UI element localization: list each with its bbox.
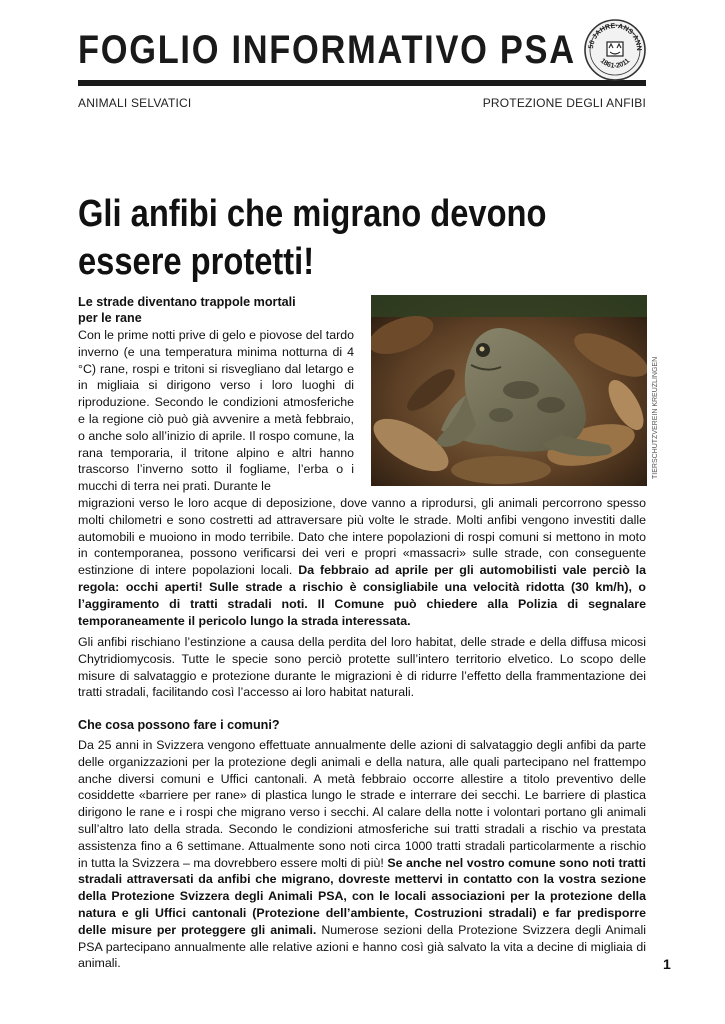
anniversary-seal [583, 18, 647, 82]
title-line-1: Gli anfibi che migrano devono [78, 193, 547, 235]
frog-photo [371, 295, 647, 486]
section1-heading [78, 294, 363, 326]
title-line-2: essere protetti! [78, 241, 315, 283]
section1-paragraph-b [78, 495, 646, 629]
masthead-rule [78, 80, 646, 86]
section2-text-b: Numerose sezioni della Protezione Svizzera degli Animali PSA partecipano annualmente alle relative azioni e hanno così già salvato la vita a decine di migliaia di animali. [78, 922, 646, 971]
section1-paragraph-a: Con le prime notti prive di gelo e piovose del tardo inverno (e una temperatura minima notturna di 4 °C) rane, rospi e tritoni si risvegliano dal letargo e in migliaia si dirigono verso i loro luoghi di riproduzione. Secondo le condizioni atmosferiche e la regione ciò può già avvenire a metà febbraio, o anche solo all’inizio di aprile. Il rospo comune, la rana temporaria, il tritone alpino e altri hanno trascorso l’inverno sotto il fogliame, l’erba o i mucchi di terra nei prati. Durante le [78, 328, 354, 494]
cat-emblem-icon [607, 42, 623, 56]
section2-paragraph [78, 737, 646, 972]
seal-text-bottom: 1861-2011 [598, 57, 632, 70]
masthead-title: FOGLIO INFORMATIVO PSA [78, 28, 576, 72]
section1-text-b: migrazioni verso le loro acque di deposizione, dove vanno a riprodursi, gli animali percorrono spesso molti chilometri e sono costretti ad attraversare più volte le strade. Molti anfibi vengono investiti dalle automobili e muoiono in modo terribile. Dato che intere popolazioni di rospi comuni si mettono in moto in contemporanea, possono verificarsi dei veri e propri «massacri» sulle strade, con conseguente estinzione di intere popolazioni locali. [78, 496, 646, 578]
section1-heading-line-1: Le strade diventano trappole mortali [78, 295, 296, 309]
section2-bold-notice: Se anche nel vostro comune sono noti tratti stradali attraversati da anfibi che migrano, dovreste mettervi in contatto con la vostra sezione della Protezione Svizzera degli Animali PSA, con le locali associazioni per la protezione della natura e gli Uffici cantonali (Protezione dell’ambiente, Costruzioni stradali) e far predisporre delle misure per proteggere gli animali. [78, 855, 646, 937]
category-label: ANIMALI SELVATICI [78, 96, 192, 110]
topic-label: PROTEZIONE DEGLI ANFIBI [482, 96, 646, 110]
toad-on-leaves-photo [371, 295, 647, 486]
page-number: 1 [663, 956, 671, 972]
section1-bold-notice: Da febbraio ad aprile per gli automobilisti vale perciò la regola: occhi aperti! Sulle strade a rischio è consigliabile una velocità ridotta (30 km/h), o l’aggiramento di tratti stradali noti. Il Comune può chiedere alla Polizia di segnalare temporaneamente il pericolo lungo la strada interessata. [78, 563, 647, 628]
section2-heading: Che cosa possono fare i comuni? [78, 718, 280, 732]
photo-credit: TIERSCHUTZVEREIN KREUZLINGEN [652, 356, 659, 479]
seal-text-top: 50 JAHRE·ANS·ANN [587, 22, 643, 51]
section1-paragraph-c: Gli anfibi rischiano l’estinzione a causa della perdita del loro habitat, delle strade e della diffusa micosi Chytridiomycosis. Tutte le specie sono perciò protette sull’intero territorio elvetico. Lo scopo delle misure di salvataggio e protezione durante le migrazioni è di ridurre l’effetto della frammentazione dei tratti stradali, facilitando così l’accesso ai loro habitat naturali. [78, 635, 646, 700]
article-title [78, 190, 560, 286]
section1-heading-line-2: per le rane [78, 311, 142, 325]
section2-text-a: Da 25 anni in Svizzera vengono effettuate annualmente delle azioni di salvataggio degli anfibi da parte delle organizzazioni per la protezione degli animali e della natura, alle quali partecipano nel frattempo anche diversi comuni e Uffici cantonali. A metà febbraio occorre allestire a titolo preventivo delle cosiddette «barriere per rane» di plastica lungo le strade e interrare dei secchi. Le barriere di plastica dirigono le rane e i rospi che migrano verso i secchi. Al calare della notte i volontari portano gli animali sull’altro lato della strada. Secondo le condizioni atmosferiche sui tratti stradali a rischio va prestata assistenza fino a 6 settimane. Attualmente sono noti circa 1000 tratti stradali particolarmente a rischio in tutta la Svizzera – ma dovrebbero essere molti di più! [78, 738, 646, 870]
